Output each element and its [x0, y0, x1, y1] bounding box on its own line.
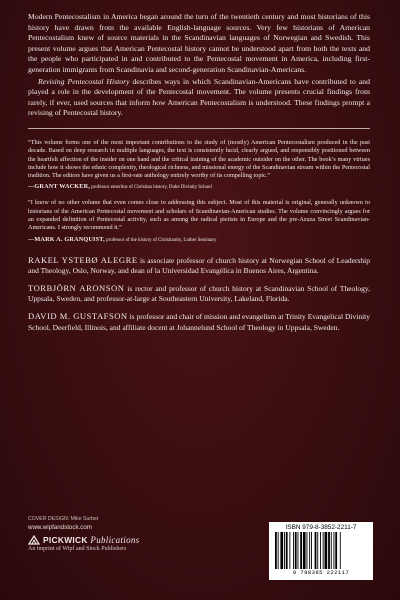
- publisher-url[interactable]: www.wipfandstock.com: [28, 524, 92, 531]
- description-paragraph-2: [28, 77, 370, 119]
- endorsement-2: [28, 199, 370, 244]
- author-bios: [28, 255, 370, 333]
- isbn-text: ISBN 979-8-3852-2211-7: [285, 524, 357, 531]
- publisher-footer: [28, 516, 228, 552]
- isbn-barcode: [269, 522, 373, 580]
- description-paragraph-2-text: describes ways in which Scandinavian-Americans have contributed to and played a role in the development of the Pentecostal movement. The volume presents crucial findings from rarely, if ever, used sources that inform how American Pentecostalism is understood. These findings prompt a revising of Pentecostal history.: [28, 76, 370, 118]
- pickwick-logo-icon: [28, 535, 40, 545]
- endorsement-attribution: [28, 236, 370, 245]
- author-name: RAKEL YSTEBØ ALEGRE: [28, 254, 138, 265]
- publisher-name-bold: PICKWICK: [43, 535, 88, 545]
- endorsement-1: [28, 139, 370, 192]
- publisher-logo-line: [28, 535, 228, 545]
- endorser-name: —GRANT WACKER,: [28, 183, 91, 191]
- endorsement-text: “This volume forms one of the most important contributions to the study of (mostly) American Pentecostalism produced in the past decade. Based on deep research in multiple languages, the text is consistently lucid, clearly argued, and responsibly positioned between the heartfelt affection of the insider on one hand and the critical training of the academic outsider on the other. The book’s many virtues include how it shows the ethnic complexity, theological richness, and missional energy of the Scandinavian stream within the Pentecostal tradition. The editors have given us a first-rate anthology entirely worthy of its compelling topic.”: [28, 138, 370, 180]
- endorser-name: —MARK A. GRANQUIST,: [28, 235, 105, 243]
- author-name: TORBJÖRN ARONSON: [28, 283, 125, 294]
- imprint-line: An imprint of Wipf and Stock Publishers: [28, 546, 127, 552]
- author-bio-2: [28, 283, 370, 304]
- barcode-number: 9 798385 222117: [292, 569, 350, 576]
- cover-design-credit: COVER DESIGN: Mike Surber: [28, 516, 99, 522]
- book-title-italic: Revising Pentecostal History: [38, 76, 130, 86]
- endorser-affiliation: professor of the history of Christianity, Luther Seminary: [104, 237, 217, 243]
- author-bio-1: [28, 255, 370, 276]
- endorsement-text: “I know of no other volume that even comes close to addressing this subject. Most of this material is original, generally unknown to historians of the American Pentecostal movement and scholars of Scandinavian-American studies. The volume convincingly argues for an expanded definition of Pentecostal activity, such as among the radical pietists in Europe and the pre-Azuza Street Scandinavian-Americans. I strongly recommend it.”: [28, 199, 370, 232]
- author-bio-text: is associate professor of church history at Norwegian School of Leadership and Theology, Oslo, Norway, and dean of la Universidad Evangélica in Buenos Aires, Argentina.: [28, 255, 370, 275]
- author-bio-3: [28, 311, 370, 332]
- description-paragraph-1: Modern Pentecostalism in America began around the turn of the twentieth century and most historians of this history have drawn from the available English-language sources. Very few historians of American Pentecostalism knew of source materials in the Scandinavian languages of Norwegian and Swedish. This present volume argues that American Pentecostal history cannot be understood apart from both the texts and the people who participated in and contributed to the Pentecostal movement in America, including first-generation immigrants from Scandinavia and second-generation Scandinavian-Americans.: [28, 12, 370, 74]
- barcode-bars-icon: [273, 532, 369, 569]
- book-description: [28, 12, 370, 119]
- author-name: DAVID M. GUSTAFSON: [28, 311, 128, 322]
- endorsement-attribution: [28, 183, 370, 192]
- divider-rule: [28, 128, 370, 129]
- author-bio-text: is rector and professor of church history at Scandinavian School of Theology, Uppsala, Sweden, and professor-at-large at Southeastern University, Lakeland, Florida.: [28, 284, 371, 304]
- publisher-name-italic: Publications: [90, 535, 140, 545]
- publisher-name: [43, 535, 140, 545]
- endorser-affiliation: professor emeritus of Christian history, Duke Divinity School: [90, 185, 212, 191]
- author-bio-text: is professor and chair of mission and evangelism at Trinity Evangelical Divinity School, Deerfield, Illinois, and affiliate docent at Johannelund School of Theology in Uppsala, Sweden.: [28, 312, 370, 332]
